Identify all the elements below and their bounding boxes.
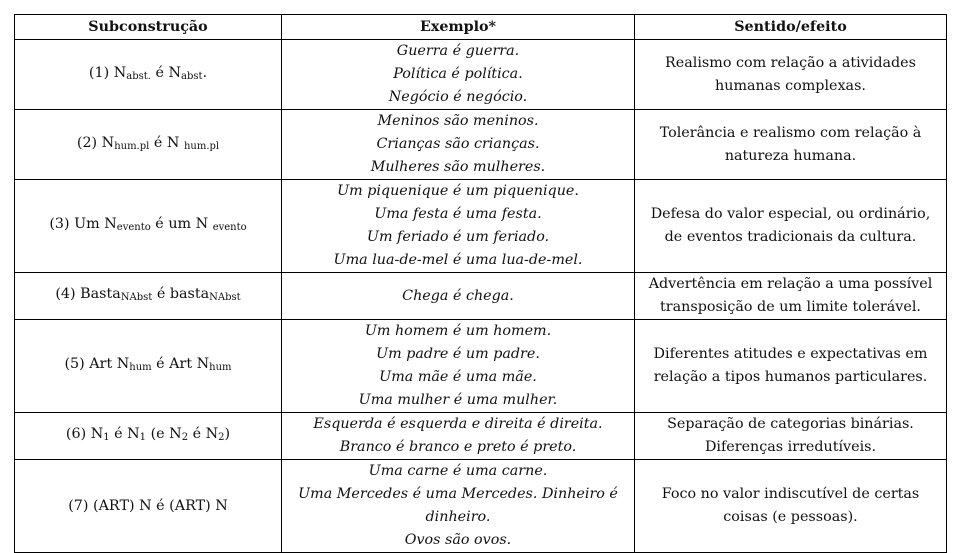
- construction-text: (1) N: [88, 64, 127, 81]
- table-row: [15, 40, 947, 110]
- construction-cell: [15, 180, 282, 273]
- construction-text: é basta: [152, 286, 210, 302]
- example-line: Guerra é guerra.: [396, 43, 520, 59]
- construction-cell: [15, 460, 282, 553]
- table-row: [15, 460, 947, 553]
- example-line: Uma lua-de-mel é uma lua-de-mel.: [333, 252, 583, 268]
- table-row: [15, 180, 947, 273]
- meaning-cell: Diferentes atitudes e expectativas em relação a tipos humanos particulares.: [635, 320, 947, 413]
- construction-subscript: hum: [129, 362, 152, 373]
- construction-text: é N: [188, 426, 219, 442]
- example-line: Branco é branco e preto é preto.: [339, 439, 577, 455]
- construction-subscript: 1: [103, 432, 110, 443]
- example-line: Uma mãe é uma mãe.: [379, 369, 537, 385]
- header-subconstrucao: Subconstrução: [15, 15, 282, 40]
- construction-text: é um N: [150, 216, 213, 232]
- table-body: [15, 40, 947, 553]
- example-line: Esquerda é esquerda e direita é direita.: [313, 416, 603, 432]
- example-cell: [282, 180, 635, 273]
- construction-cell: [15, 413, 282, 460]
- example-line: dinheiro.: [425, 509, 491, 525]
- construction-subscript: hum.pl: [183, 140, 220, 152]
- example-cell: [282, 110, 635, 180]
- header-exemplo: Exemplo*: [282, 15, 635, 40]
- example-cell: [282, 460, 635, 553]
- example-line: Um homem é um homem.: [364, 323, 552, 339]
- example-cell: [282, 40, 635, 110]
- construction-subscript: hum: [209, 362, 232, 373]
- meaning-cell: Foco no valor indiscutível de certas coisas (e pessoas).: [635, 460, 947, 553]
- example-line: Um padre é um padre.: [376, 346, 540, 362]
- meaning-cell: Separação de categorias binárias. Diferenças irredutíveis.: [635, 413, 947, 460]
- example-line: Uma festa é uma festa.: [374, 206, 542, 222]
- construction-text: (7) (ART) N é (ART) N: [68, 497, 228, 514]
- meaning-cell: Defesa do valor especial, ou ordinário, de eventos tradicionais da cultura.: [635, 180, 947, 273]
- example-line: Política é política.: [393, 66, 523, 82]
- constructions-table: [14, 14, 947, 553]
- example-line: Uma carne é uma carne.: [368, 463, 548, 479]
- table-row: [15, 273, 947, 320]
- construction-subscript: abst: [181, 70, 203, 82]
- construction-subscript: evento: [212, 222, 247, 233]
- meaning-cell: Advertência em relação a uma possível transposição de um limite tolerável.: [635, 273, 947, 320]
- example-line: Um feriado é um feriado.: [366, 229, 550, 245]
- example-line: Uma Mercedes é uma Mercedes. Dinheiro é: [298, 486, 618, 502]
- header-sentido-efeito: Sentido/efeito: [635, 15, 947, 40]
- construction-subscript: abst.: [126, 70, 151, 82]
- example-line: Chega é chega.: [402, 287, 514, 304]
- construction-text: (e N: [146, 426, 182, 442]
- header-row: [15, 15, 947, 40]
- example-line: Ovos são ovos.: [404, 532, 512, 548]
- construction-text: (4) Basta: [55, 286, 121, 302]
- construction-text: ): [224, 426, 231, 442]
- table-row: [15, 413, 947, 460]
- example-line: Negócio é negócio.: [388, 89, 528, 105]
- construction-text: é N: [149, 134, 184, 151]
- construction-subscript: 2: [218, 432, 225, 443]
- construction-cell: [15, 273, 282, 320]
- example-line: Um piquenique é um piquenique.: [337, 183, 579, 199]
- construction-cell: [15, 40, 282, 110]
- example-cell: [282, 413, 635, 460]
- construction-text: (2) N: [76, 134, 115, 151]
- example-cell: [282, 273, 635, 320]
- example-line: Mulheres são mulheres.: [370, 159, 546, 175]
- example-line: Uma mulher é uma mulher.: [358, 392, 558, 408]
- construction-text: (3) Um N: [49, 216, 117, 232]
- construction-subscript: hum.pl: [114, 140, 150, 152]
- construction-cell: [15, 320, 282, 413]
- construction-subscript: 2: [181, 432, 189, 443]
- construction-text: (5) Art N: [64, 356, 130, 372]
- construction-text: é Art N: [151, 356, 210, 372]
- construction-text: é N: [109, 426, 140, 442]
- meaning-cell: Realismo com relação a atividades humanas complexas.: [635, 40, 947, 110]
- construction-text: .: [202, 64, 208, 81]
- example-cell: [282, 320, 635, 413]
- example-line: Meninos são meninos.: [377, 113, 539, 129]
- table-row: [15, 110, 947, 180]
- table-row: [15, 320, 947, 413]
- construction-cell: [15, 110, 282, 180]
- construction-subscript: evento: [116, 222, 151, 233]
- construction-text: é N: [150, 64, 181, 81]
- construction-subscript: NAbst: [209, 292, 241, 303]
- meaning-cell: Tolerância e realismo com relação à natureza humana.: [635, 110, 947, 180]
- construction-text: (6) N: [65, 426, 104, 442]
- example-line: Crianças são crianças.: [376, 136, 540, 152]
- construction-subscript: 1: [139, 432, 147, 443]
- construction-subscript: NAbst: [120, 292, 153, 303]
